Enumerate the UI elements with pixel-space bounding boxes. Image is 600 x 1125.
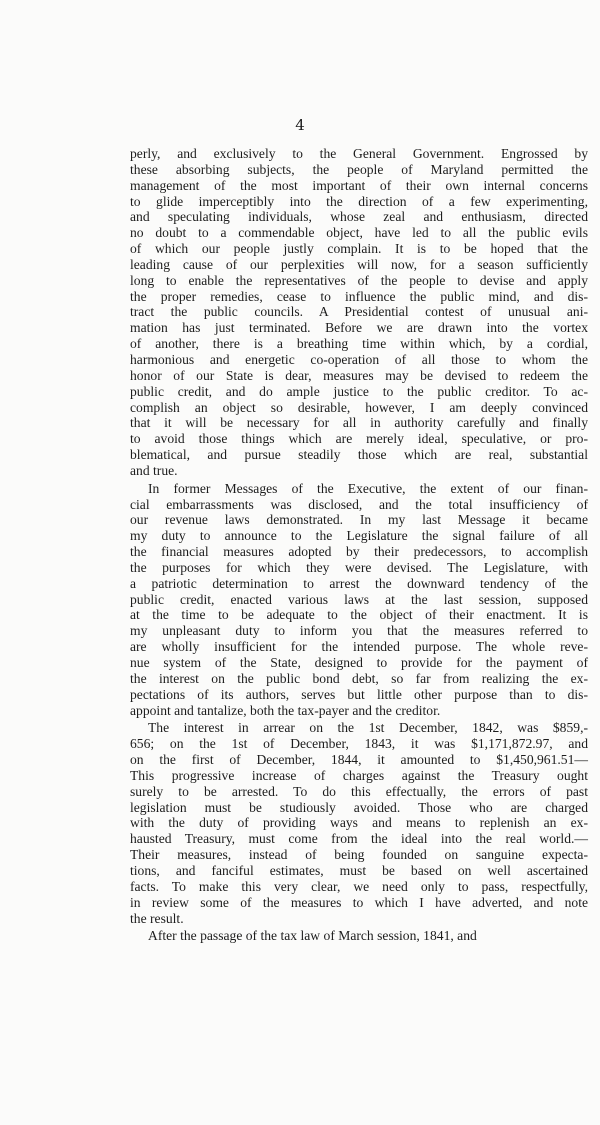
text-line: public credit, and do ample justice to the public creditor. To ac- (130, 383, 588, 399)
text-line: pectations of its authors, serves but little other purpose than to dis- (130, 686, 588, 702)
text-line: and true. (130, 462, 178, 478)
text-line: tract the public councils. A Presidential contest of unusual ani- (130, 304, 588, 320)
text-line: legislation must be studiously avoided. Those who are charged (130, 799, 588, 815)
text-line: and speculating individuals, whose zeal and enthusiasm, directed (130, 209, 588, 225)
paragraph (130, 720, 588, 926)
text-line: the interest on the public bond debt, so far from realizing the ex- (130, 670, 588, 686)
paragraph (130, 481, 588, 719)
text-line: Their measures, instead of being founded on sanguine expecta- (130, 847, 588, 863)
text-line: This progressive increase of charges against the Treasury ought (130, 767, 588, 783)
text-line: the result. (130, 910, 184, 926)
text-line: that it will be necessary for all in authority carefully and finally (130, 415, 588, 431)
text-line: After the passage of the tax law of March session, 1841, and (148, 928, 477, 944)
text-line: to avoid those things which are merely ideal, speculative, or pro- (130, 431, 588, 447)
text-line: in review some of the measures to which I have adverted, and note (130, 894, 588, 910)
text-line: the financial measures adopted by their predecessors, to accomplish (130, 544, 588, 560)
text-line: are wholly insufficient for the intended purpose. The whole reve- (130, 639, 588, 655)
text-line: facts. To make this very clear, we need only to pass, respectfully, (130, 878, 588, 894)
text-line: the purposes for which they were devised. The Legislature, with (130, 559, 588, 575)
text-line: cial embarrassments was disclosed, and the total insufficiency of (130, 496, 588, 512)
text-line: no doubt to a commendable object, have led to all the public evils (130, 225, 588, 241)
page-number: 4 (295, 116, 305, 134)
text-line: of which our people justly complain. It is to be hoped that the (130, 241, 588, 257)
paragraph (130, 928, 588, 944)
text-line: my duty to announce to the Legislature the signal failure of all (130, 528, 588, 544)
text-line: harmonious and energetic co-operation of all those to whom the (130, 351, 588, 367)
text-line: these absorbing subjects, the people of Maryland permitted the (130, 161, 588, 177)
text-line: with the duty of providing ways and means to replenish an ex- (130, 815, 588, 831)
text-line: public credit, enacted various laws at the last session, supposed (130, 591, 588, 607)
text-line: tions, and fanciful estimates, must be based on well ascertained (130, 862, 588, 878)
text-line: perly, and exclusively to the General Government. Engrossed by (130, 146, 588, 161)
text-line: at the time to be adequate to the object of their enactment. It is (130, 607, 588, 623)
text-line: long to enable the representatives of the people to devise and apply (130, 272, 588, 288)
text-line: complish an object so desirable, however, I am deeply convinced (130, 399, 588, 415)
text-line: the proper remedies, cease to influence the public mind, and dis- (130, 288, 588, 304)
text-line: leading cause of our perplexities will now, for a season sufficiently (130, 256, 588, 272)
body-text (130, 146, 588, 944)
text-line: our revenue laws demonstrated. In my last Message it became (130, 512, 588, 528)
text-line: nue system of the State, designed to provide for the payment of (130, 655, 588, 670)
text-line: hausted Treasury, must come from the ideal into the real world.— (130, 831, 588, 847)
text-line: blematical, and pursue steadily those which are real, substantial (130, 447, 588, 463)
text-line: management of the most important of their own internal concerns (130, 177, 588, 193)
text-line: The interest in arrear on the 1st December, 1842, was $859,- (148, 720, 588, 736)
paragraph (130, 146, 588, 479)
text-line: honor of our State is dear, measures may be devised to redeem the (130, 367, 588, 383)
text-line: on the first of December, 1844, it amounted to $1,450,961.51— (130, 752, 588, 768)
text-line: mation has just terminated. Before we are drawn into the vortex (130, 320, 588, 336)
text-line: my unpleasant duty to inform you that the measures referred to (130, 623, 588, 639)
text-line: In former Messages of the Executive, the extent of our finan- (148, 480, 588, 496)
text-line: appoint and tantalize, both the tax-payer and the creditor. (130, 702, 441, 718)
text-line: surely to be arrested. To do this effectually, the errors of past (130, 783, 588, 799)
text-line: 656; on the 1st of December, 1843, it was $1,171,872.97, and (130, 736, 588, 752)
text-line: to glide imperceptibly into the direction of a few experimenting, (130, 193, 588, 209)
text-line: a patriotic determination to arrest the downward tendency of the (130, 575, 588, 591)
text-line: of another, there is a breathing time within which, by a cordial, (130, 336, 588, 352)
